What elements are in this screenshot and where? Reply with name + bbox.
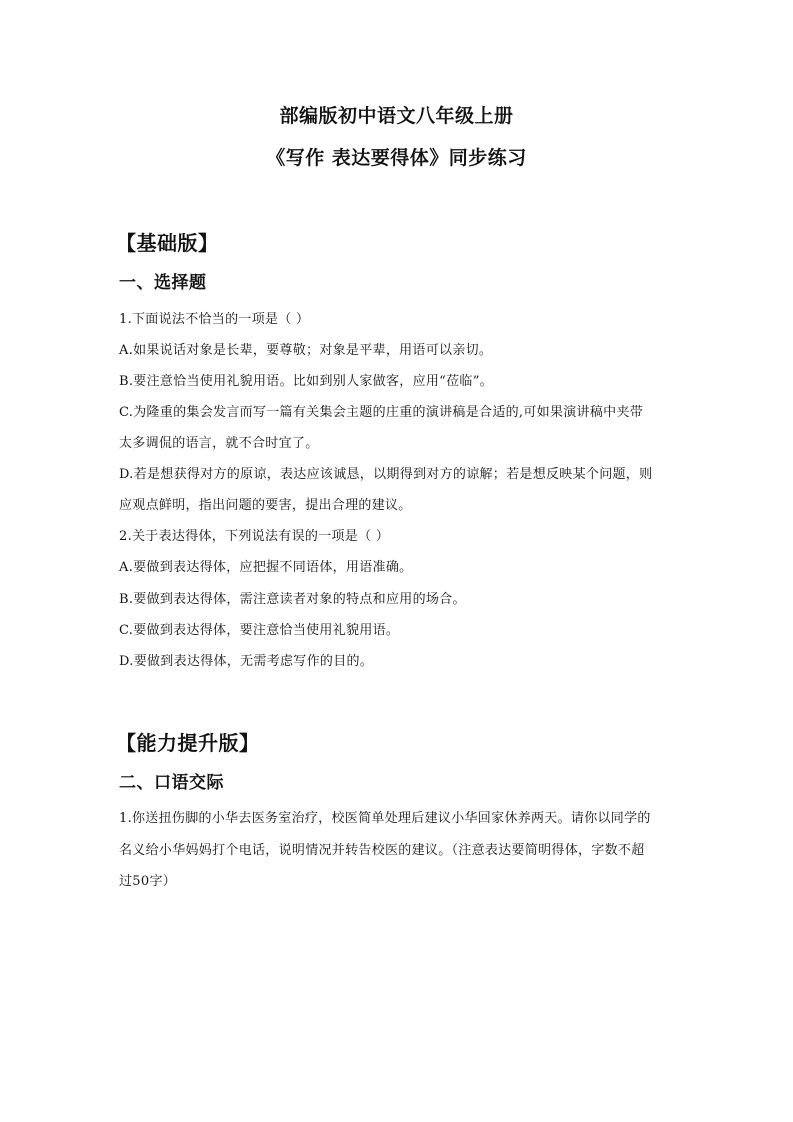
- question-2-option-d: D.要做到表达得体，无需考虑写作的目的。: [119, 654, 374, 669]
- question-1-stem: 1.下面说法不恰当的一项是（ ）: [119, 312, 310, 327]
- section-heading-choice: 一、选择题: [119, 273, 207, 293]
- question-1-option-b: B.要注意恰当使用礼貌用语。比如到别人家做客，应用“莅临”。: [119, 374, 493, 389]
- question-2-stem: 2.关于表达得体，下列说法有误的一项是（ ）: [119, 529, 390, 544]
- document-title: 部编版初中语文八年级上册: [279, 105, 514, 127]
- section-heading-speaking: 二、口语交际: [119, 773, 224, 793]
- question-2-option-a: A.要做到表达得体，应把握不同语体，用语准确。: [119, 560, 413, 575]
- advanced-edition-heading: 【能力提升版】: [116, 731, 260, 755]
- speaking-question-line1: 1.你送扭伤脚的小华去医务室治疗，校医简单处理后建议小华回家休养两天。请你以同学的: [119, 811, 651, 826]
- question-1-option-c-line1: C.为隆重的集会发言而写一篇有关集会主题的庄重的演讲稿是合适的,可如果演讲稿中夹带: [119, 405, 644, 420]
- speaking-question-line3: 过50字）: [119, 874, 177, 889]
- question-1-option-c-line2: 太多调侃的语言，就不合时宜了。: [119, 436, 319, 451]
- question-1-option-d-line1: D.若是想获得对方的原谅，表达应该诚恳，以期得到对方的谅解；若是想反映某个问题，则: [119, 467, 653, 482]
- question-1-option-d-line2: 应观点鲜明，指出问题的要害，提出合理的建议。: [119, 498, 412, 513]
- document-subtitle: 《写作 表达要得体》同步练习: [266, 147, 527, 169]
- question-2-option-c: C.要做到表达得体，要注意恰当使用礼貌用语。: [119, 623, 400, 638]
- question-1-option-a: A.如果说话对象是长辈，要尊敬；对象是平辈，用语可以亲切。: [119, 343, 493, 358]
- speaking-question-line2: 名义给小华妈妈打个电话，说明情况并转告校医的建议。（注意表达要简明得体，字数不超: [119, 843, 645, 858]
- question-2-option-b: B.要做到表达得体，需注意读者对象的特点和应用的场合。: [119, 592, 466, 607]
- basic-edition-heading: 【基础版】: [116, 231, 219, 255]
